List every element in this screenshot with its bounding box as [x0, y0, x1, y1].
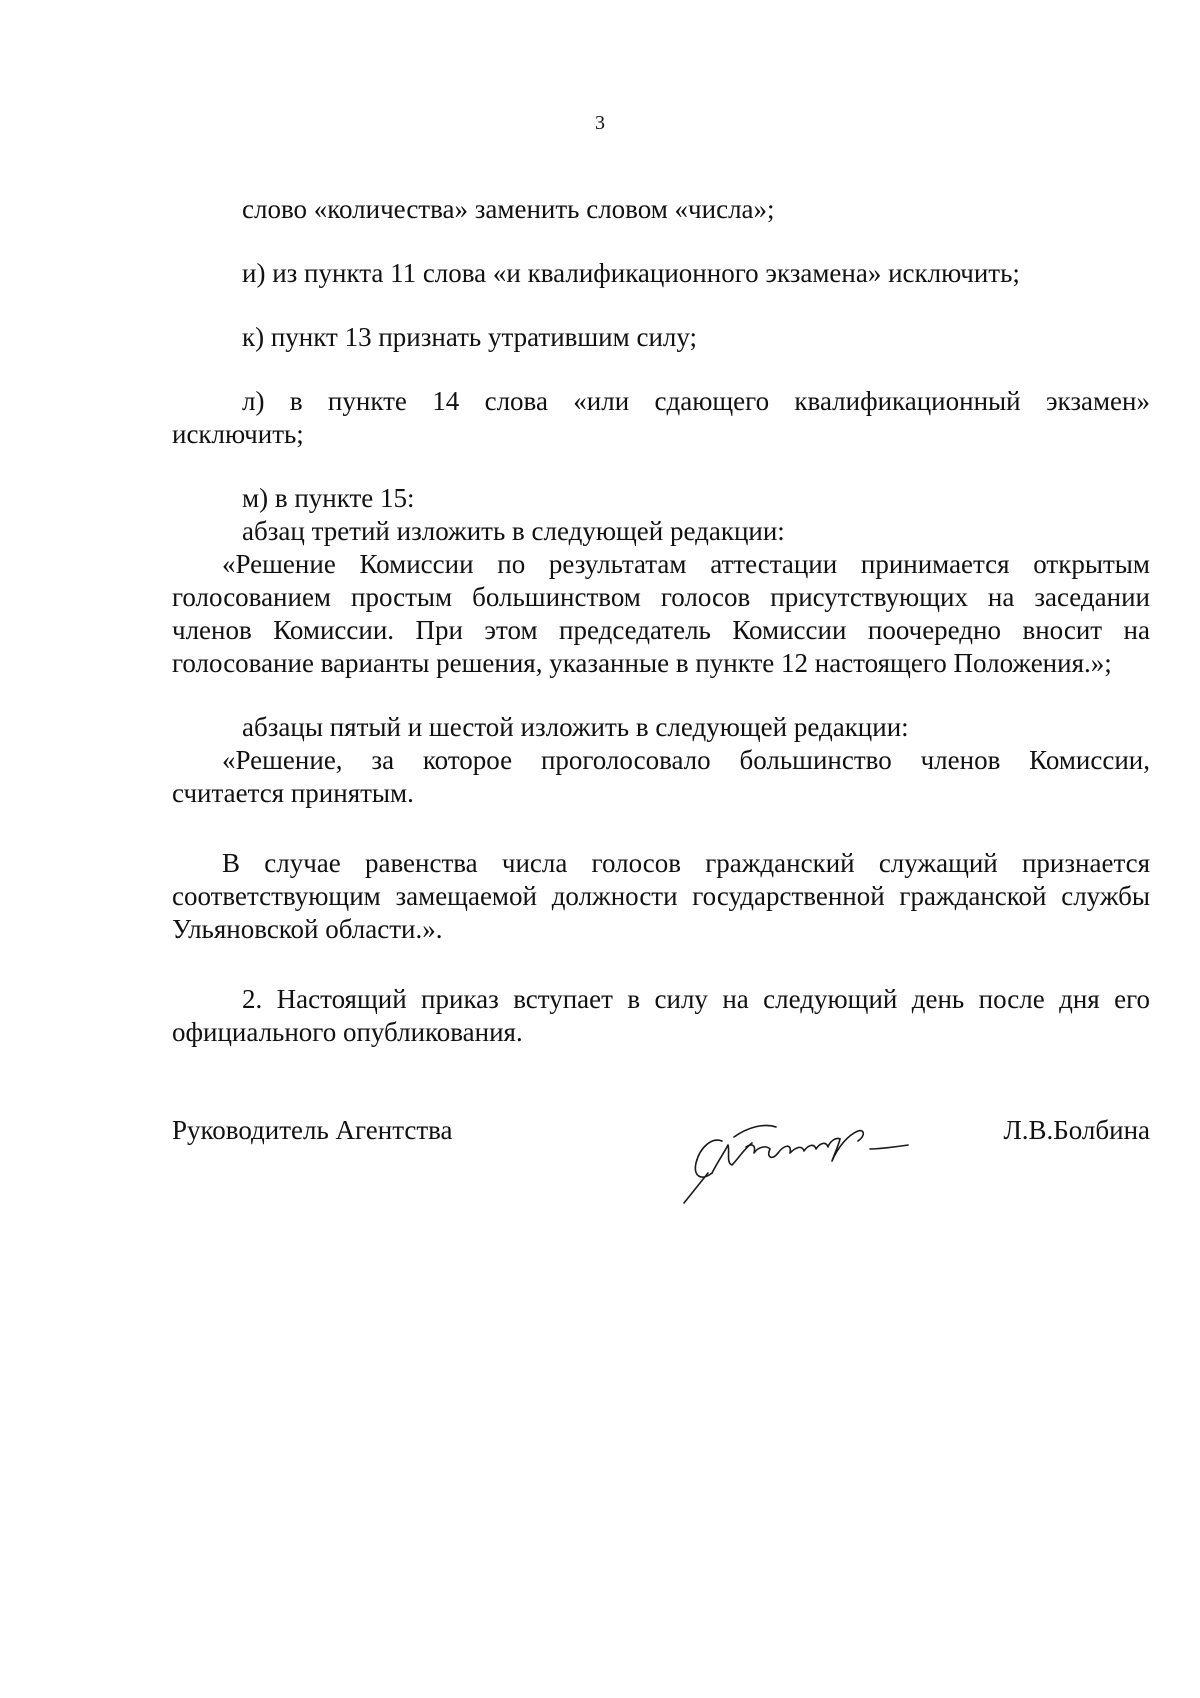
text-line: и) из пункта 11 слова «и квалификационного экзамена» исключить; — [242, 258, 1020, 288]
page-number: 3 — [595, 112, 605, 134]
paragraph-effective-date — [172, 983, 1150, 1049]
text-line: голосование варианты решения, указанные в пункте 12 настоящего Положения.»; — [172, 648, 1112, 678]
quoted-decision-accepted — [172, 744, 1150, 810]
paragraph-item-i — [172, 257, 1150, 290]
text-line: абзацы пятый и шестой изложить в следующей редакции: — [242, 712, 909, 742]
paragraph-equal-votes — [172, 847, 1150, 946]
document-body — [172, 193, 1150, 1049]
text-line: м) в пункте 15: — [242, 483, 415, 513]
signature-block — [172, 1105, 1150, 1195]
quoted-decision-paragraph — [172, 548, 1150, 680]
text-line: к) пункт 13 признать утратившим силу; — [242, 322, 698, 352]
text-line: официального опубликования. — [172, 1017, 523, 1047]
text-line: исключить; — [172, 419, 304, 449]
text-line: абзац третий изложить в следующей редакции: — [242, 516, 785, 546]
text-line: членов Комиссии. При этом председатель Комиссии поочередно вносит на — [172, 615, 1150, 645]
text-line: «Решение Комиссии по результатам аттестации принимается открытым — [222, 549, 1150, 579]
text-line: «Решение, за которое проголосовало большинство членов Комиссии, — [222, 745, 1150, 775]
text-line: соответствующим замещаемой должности государственной гражданской службы — [172, 881, 1150, 911]
signer-title: Руководитель Агентства — [172, 1115, 453, 1145]
paragraph-word-replacement — [172, 193, 1150, 226]
text-line: голосованием простым большинством голосов присутствующих на заседании — [172, 582, 1150, 612]
text-line: Ульяновской области.». — [172, 914, 443, 944]
handwritten-signature — [652, 1087, 952, 1207]
text-line: слово «количества» заменить словом «числа»; — [242, 194, 775, 224]
text-line: В случае равенства числа голосов гражданский служащий признается — [222, 848, 1150, 878]
paragraph-item-k — [172, 321, 1150, 354]
paragraph-item-m — [172, 482, 1150, 548]
signer-name: Л.В.Болбина — [1003, 1115, 1150, 1145]
paragraph-paragraphs-five-six — [172, 711, 1150, 744]
paragraph-item-l — [172, 385, 1150, 451]
text-line: считается принятым. — [172, 778, 414, 808]
text-line: л) в пункте 14 слова «или сдающего квалификационный экзамен» — [242, 386, 1150, 416]
text-line: 2. Настоящий приказ вступает в силу на следующий день после дня его — [242, 984, 1150, 1014]
